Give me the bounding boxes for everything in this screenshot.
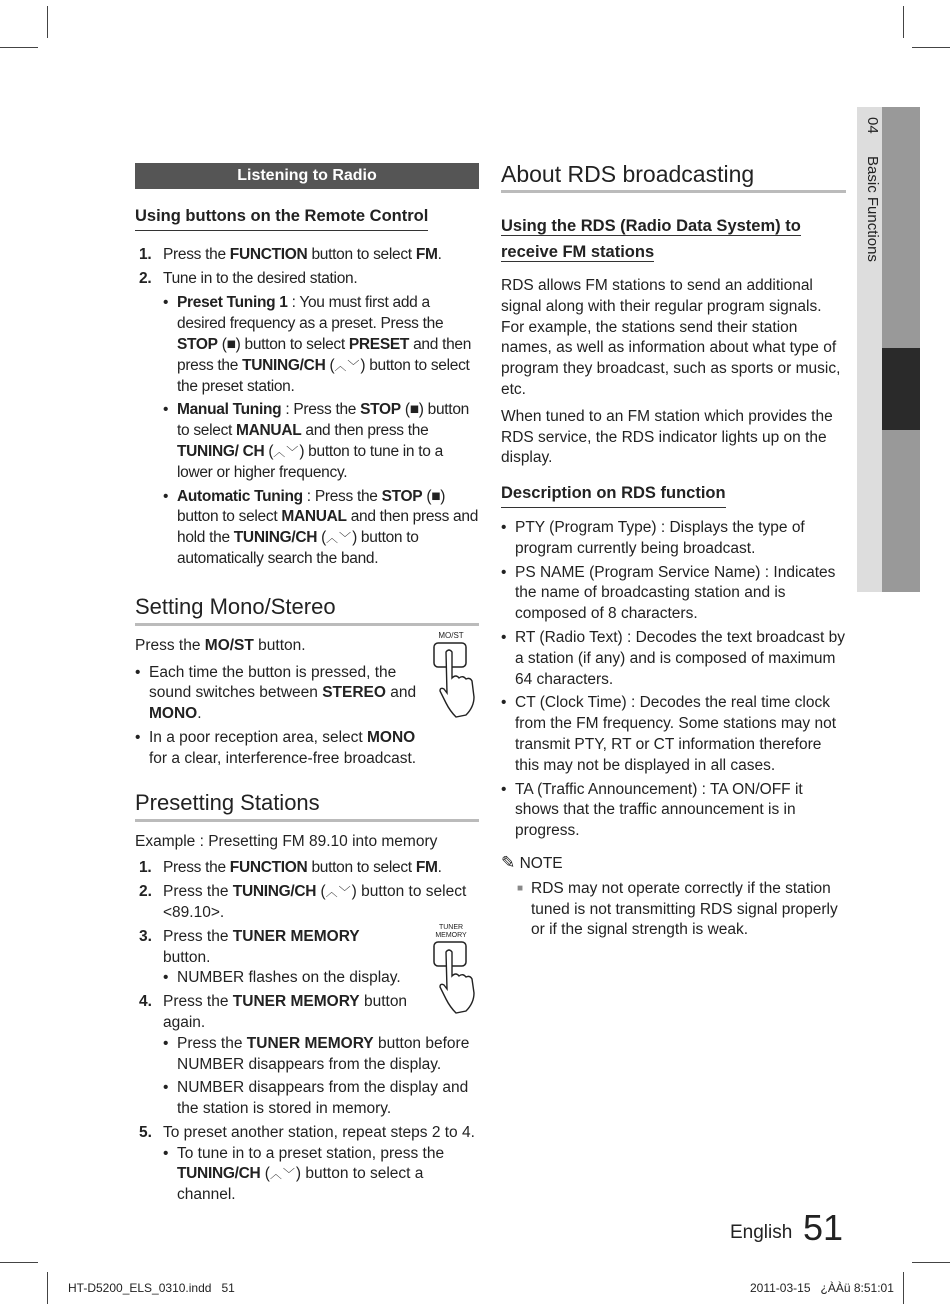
heading-mono-stereo: Setting Mono/Stereo [135,593,479,626]
mono-bullets-2 [135,728,435,770]
mono-intro: Press the MO/ST button. [135,636,306,654]
subheading-rds-receive: Using the RDS (Radio Data System) to receive FM stations [501,217,801,261]
crop-mark [47,1272,48,1304]
hand-press-icon [433,940,483,1016]
manual-tuning-item: • Manual Tuning : Press the STOP (■) button to select MANUAL and then press the TUNING/ CH (︿﹀) button to tune in to a lower or higher frequency. [163,400,479,483]
rds-paragraph-1: RDS allows FM stations to send an additional signal along with their regular program signals. For example, the stations send their station names, as well as information about what type of program they broadcast, such as sports or music, etc. [501,277,841,398]
up-down-chevron-icon: ︿﹀ [325,885,352,900]
automatic-tuning-item: • Automatic Tuning : Press the STOP (■) button to select MANUAL and then press and hold the TUNING/CH (︿﹀) button to automatically search the band. [163,487,479,570]
stop-icon: ■ [409,401,419,419]
up-down-chevron-icon: ︿﹀ [326,531,353,546]
list-item: • CT (Clock Time) : Decodes the real time clock from the FM frequency. Some stations may not transmit PTY, RT or CT information therefore this may not be displayed in all cases. [501,693,846,776]
side-tab [857,107,882,592]
step: 5. To preset another station, repeat steps 2 to 4. • To tune in to a preset station, press the TUNING/CH (︿﹀) button to select a channel. [135,1123,479,1206]
list-item: • NUMBER disappears from the display and the station is stored in memory. [163,1078,479,1120]
tuning-modes [163,293,479,569]
list-item: • PTY (Program Type) : Displays the type of program currently being broadcast. [501,518,846,560]
step: 1. Press the FUNCTION button to select FM. [139,859,442,877]
note-list [501,879,846,941]
section-banner: Listening to Radio [135,163,479,189]
right-column [501,160,846,944]
up-down-chevron-icon: ︿﹀ [269,1167,296,1182]
side-tab-number: 04 [864,117,881,134]
stop-icon: ■ [431,487,441,505]
left-column [135,163,479,1209]
up-down-chevron-icon: ︿﹀ [273,444,300,459]
pencil-icon: ✎ [501,852,516,872]
list-item: • PS NAME (Program Service Name) : Indicates the name of broadcasting station and is composed of 8 characters. [501,563,846,625]
tuner-memory-button-illustration: TUNER MEMORY [433,924,483,1014]
crop-mark [0,1262,38,1263]
preset-tuning-item: • Preset Tuning 1 : You must first add a desired frequency as a preset. Press the STOP (■) button to select PRESET and then press the TUNING/CH (︿﹀) button to select the preset station. [163,293,479,397]
tuning-steps [135,245,479,570]
mono-bullets [135,663,430,725]
hand-press-icon [433,640,483,720]
crop-mark [47,6,48,38]
up-down-chevron-icon: ︿﹀ [334,358,361,373]
list-item: • Press the TUNER MEMORY button before NUMBER disappears from the display. [163,1034,479,1076]
list-item: • TA (Traffic Announcement) : TA ON/OFF it shows that the traffic announcement is in progress. [501,780,846,842]
crop-mark [912,1262,950,1263]
list-item: • To tune in to a preset station, press the TUNING/CH (︿﹀) button to select a channel. [163,1144,479,1206]
presetting-example: Example : Presetting FM 89.10 into memory [135,832,438,850]
heading-presetting-stations: Presetting Stations [135,789,479,822]
footer-language: English [730,1222,793,1243]
crop-mark [903,1272,904,1304]
list-item: • RT (Radio Text) : Decodes the text broadcast by a station (if any) and is composed of maximum 64 characters. [501,628,846,690]
rds-paragraph-2: When tuned to an FM station which provides the RDS service, the RDS indicator lights up on the display. [501,407,833,467]
note-heading: ✎ NOTE [501,852,563,872]
stop-icon: ■ [226,335,236,353]
crop-mark [912,47,950,48]
footer-filename: HT-D5200_ELS_0310.indd 51 [68,1281,235,1295]
mo-st-button-illustration: MO/ST [433,631,483,721]
step: 2. Tune in to the desired station. • Preset Tuning 1 : You must first add a desired frequency as a preset. Press the STOP (■) button to select PRESET and then press the TUNING/CH (︿﹀) button to select the preset station. • Manual Tuning : Press the STOP (■) button to select MANUAL and then press the TUNING/ CH (︿﹀) button to tune in to a lower or higher frequency. • Automatic Tuning : Press the STOP (■) button to select MANUAL and then press and hold the TUNING/CH (︿﹀) button to automatically search the band. [135,269,479,570]
subheading-remote-control: Using buttons on the Remote Control [135,206,428,231]
heading-rds: About RDS broadcasting [501,160,846,193]
side-tab-active-marker [882,348,920,430]
list-item: • NUMBER flashes on the display. [163,968,408,989]
presetting-steps [135,858,479,1206]
crop-mark [0,47,38,48]
step: 1. Press the FUNCTION button to select FM. [139,245,442,263]
step: 4. Press the TUNER MEMORY button again. [139,993,408,1031]
rds-function-list [501,518,846,842]
footer-timestamp: 2011-03-15 ¿ÀÀü 8:51:01 [750,1281,894,1295]
list-item: • Each time the button is pressed, the sound switches between STEREO and MONO. [135,663,430,725]
list-item: • In a poor reception area, select MONO for a clear, interference-free broadcast. [135,728,435,770]
list-item: ■ RDS may not operate correctly if the station tuned is not transmitting RDS signal properly or if the signal strength is weak. [517,879,846,941]
page-number: 51 [803,1207,844,1248]
subheading-rds-function: Description on RDS function [501,483,726,508]
side-tab-label: Basic Functions [864,156,881,262]
crop-mark [903,6,904,38]
step: 3. Press the TUNER MEMORY button. • NUMBER flashes on the display. [135,927,408,989]
step: 2. Press the TUNING/CH (︿﹀) button to select <89.10>. [139,883,467,921]
